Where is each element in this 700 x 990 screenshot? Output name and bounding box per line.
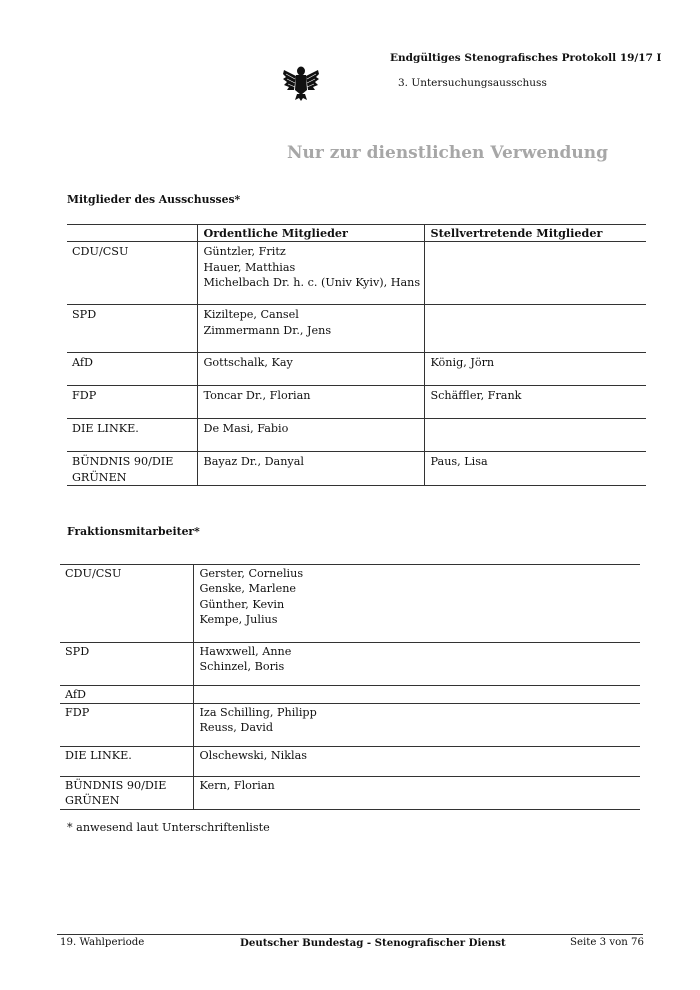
ordentlich-cell-line: Toncar Dr., Florian <box>203 389 311 403</box>
party-cell-line: CDU/CSU <box>72 245 129 259</box>
staff-party-cell-line: CDU/CSU <box>65 567 122 580</box>
staff-names-cell <box>193 704 640 747</box>
committee-name: 3. Untersuchungsausschuss <box>398 77 547 89</box>
ordentlich-cell-line: Bayaz Dr., Danyal <box>203 455 305 469</box>
staff-names-cell-line: Schinzel, Boris <box>199 660 285 674</box>
footer-service-name: Deutscher Bundestag - Stenografischer Dienst <box>240 937 506 949</box>
ordentlich-cell-line: Kiziltepe, Cansel <box>203 308 299 322</box>
party-cell <box>67 386 197 419</box>
footer-divider <box>57 934 643 935</box>
party-cell-line: SPD <box>72 308 97 322</box>
staff-row <box>60 565 640 643</box>
members-table <box>67 224 646 486</box>
ordentlich-cell <box>197 452 424 486</box>
ordentlich-cell-line: De Masi, Fabio <box>203 422 289 436</box>
staff-party-cell-line: FDP <box>65 706 90 719</box>
members-section-title: Mitglieder des Ausschusses* <box>67 193 241 206</box>
party-cell <box>67 242 197 305</box>
ordentlich-cell-line: Michelbach Dr. h. c. (Univ Kyiv), Hans <box>203 276 421 290</box>
footer-legislative-period: 19. Wahlperiode <box>60 937 145 948</box>
stellvertretend-cell <box>424 386 646 419</box>
members-row <box>67 353 646 386</box>
staff-names-cell <box>193 777 640 810</box>
column-header-stellvertretend: Stellvertretende Mitglieder <box>424 225 646 242</box>
party-cell-line: DIE LINKE. <box>72 422 139 436</box>
column-header-ordentlich: Ordentliche Mitglieder <box>197 225 424 242</box>
stellvertretend-cell-line: König, Jörn <box>430 356 495 370</box>
restricted-use-notice: Nur zur dienstlichen Verwendung <box>287 143 609 163</box>
ordentlich-cell-line: Zimmermann Dr., Jens <box>203 323 332 337</box>
ordentlich-cell-line: Gottschalk, Kay <box>203 356 293 370</box>
staff-names-cell <box>193 686 640 704</box>
staff-party-cell-line: BÜNDNIS 90/DIE <box>65 779 167 792</box>
stellvertretend-cell <box>424 305 646 353</box>
staff-names-cell-line: Kern, Florian <box>199 779 275 792</box>
members-row <box>67 452 646 486</box>
staff-names-cell <box>193 747 640 777</box>
members-row <box>67 305 646 353</box>
staff-names-cell-line: Olschewski, Niklas <box>199 749 308 762</box>
stellvertretend-cell <box>424 419 646 452</box>
stellvertretend-cell <box>424 242 646 305</box>
staff-row <box>60 747 640 777</box>
column-header-party <box>67 225 197 242</box>
staff-party-cell <box>60 777 193 810</box>
staff-names-cell <box>193 565 640 643</box>
staff-party-cell <box>60 686 193 704</box>
stellvertretend-cell <box>424 452 646 486</box>
staff-names-cell-line: Hawxwell, Anne <box>199 645 292 658</box>
party-cell-line: GRÜNEN <box>72 470 127 484</box>
federal-eagle-icon <box>282 62 320 102</box>
footer-page-number: Seite 3 von 76 <box>570 937 644 948</box>
party-cell <box>67 353 197 386</box>
staff-party-cell-line: AfD <box>65 688 86 701</box>
party-cell <box>67 452 197 486</box>
staff-party-cell-line: GRÜNEN <box>65 794 120 808</box>
staff-names-cell <box>193 643 640 686</box>
staff-table <box>60 564 640 810</box>
staff-names-cell-line: Iza Schilling, Philipp <box>199 706 317 719</box>
staff-row <box>60 686 640 704</box>
staff-row <box>60 704 640 747</box>
ordentlich-cell <box>197 242 424 305</box>
party-cell-line: AfD <box>72 356 93 370</box>
protocol-title: Endgültiges Stenografisches Protokoll 19/17 I <box>390 52 662 64</box>
staff-party-cell <box>60 565 193 643</box>
staff-party-cell-line: SPD <box>65 645 90 658</box>
footnote: * anwesend laut Unterschriftenliste <box>67 821 270 834</box>
party-cell-line: FDP <box>72 389 97 403</box>
staff-section-title: Fraktionsmitarbeiter* <box>67 525 200 538</box>
staff-names-cell-line: Reuss, David <box>199 721 274 735</box>
ordentlich-cell <box>197 419 424 452</box>
party-cell <box>67 305 197 353</box>
staff-row <box>60 643 640 686</box>
ordentlich-cell <box>197 386 424 419</box>
staff-names-cell-line: Günther, Kevin <box>199 597 285 611</box>
staff-party-cell <box>60 704 193 747</box>
ordentlich-cell <box>197 353 424 386</box>
staff-names-cell-line: Genske, Marlene <box>199 582 297 596</box>
staff-row <box>60 777 640 810</box>
staff-names-cell-line: Gerster, Cornelius <box>199 567 304 580</box>
members-header-row <box>67 225 646 242</box>
stellvertretend-cell <box>424 353 646 386</box>
ordentlich-cell-line: Güntzler, Fritz <box>203 245 286 259</box>
stellvertretend-cell-line: Schäffler, Frank <box>430 389 522 403</box>
staff-party-cell <box>60 643 193 686</box>
members-row <box>67 386 646 419</box>
members-row <box>67 242 646 305</box>
party-cell <box>67 419 197 452</box>
stellvertretend-cell-line: Paus, Lisa <box>430 455 488 469</box>
staff-names-cell-line: Kempe, Julius <box>199 613 278 627</box>
ordentlich-cell-line: Hauer, Matthias <box>203 260 296 274</box>
staff-party-cell <box>60 747 193 777</box>
ordentlich-cell <box>197 305 424 353</box>
staff-party-cell-line: DIE LINKE. <box>65 749 132 762</box>
members-row <box>67 419 646 452</box>
party-cell-line: BÜNDNIS 90/DIE <box>72 455 174 469</box>
